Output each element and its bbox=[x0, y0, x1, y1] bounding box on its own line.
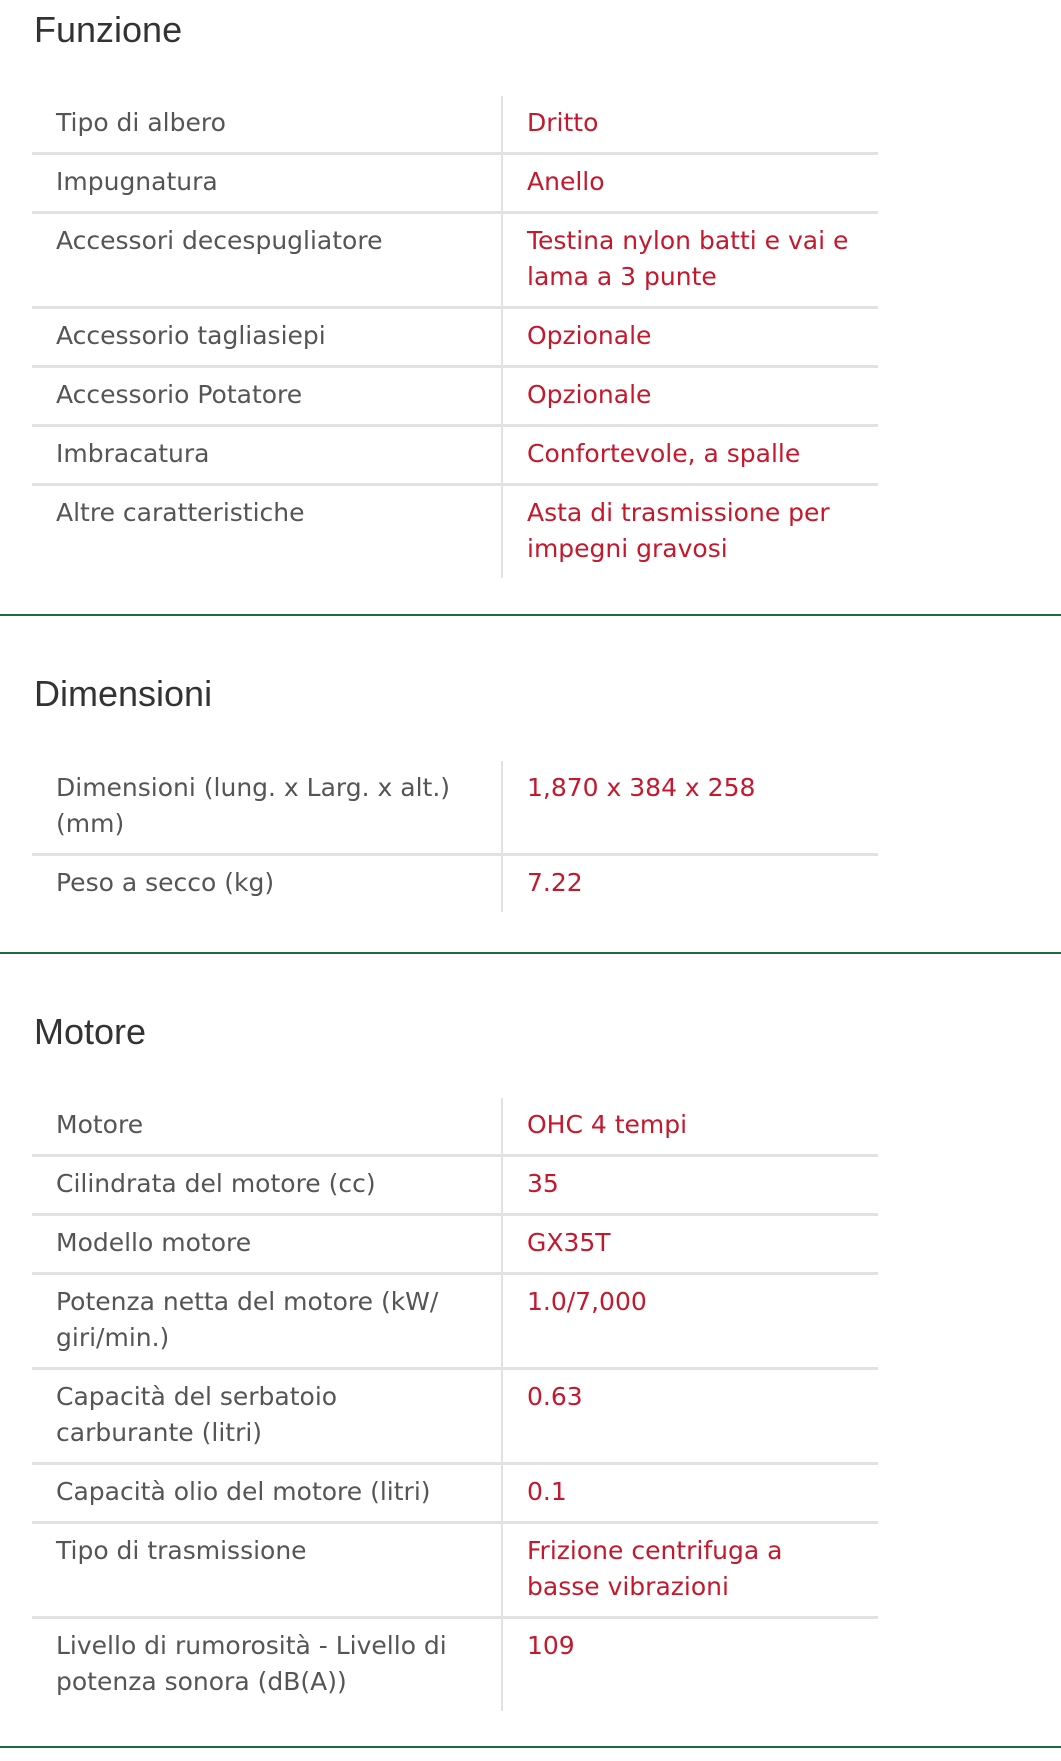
table-row bbox=[32, 855, 878, 913]
spec-label: Dimensioni (lung. x Larg. x alt.) (mm) bbox=[32, 761, 502, 855]
spec-label: Accessorio Potatore bbox=[32, 367, 502, 426]
table-row bbox=[32, 1098, 878, 1156]
section-divider bbox=[0, 952, 1061, 954]
spec-label: Capacità olio del motore (litri) bbox=[32, 1464, 502, 1523]
table-row bbox=[32, 1156, 878, 1215]
table-row bbox=[32, 426, 878, 485]
table-row bbox=[32, 213, 878, 308]
table-row bbox=[32, 1369, 878, 1464]
spec-table-funzione bbox=[32, 96, 878, 578]
table-row bbox=[32, 761, 878, 855]
spec-label: Accessorio tagliasiepi bbox=[32, 308, 502, 367]
spec-label: Tipo di albero bbox=[32, 96, 502, 154]
table-row bbox=[32, 1523, 878, 1618]
spec-value: 109 bbox=[527, 1631, 575, 1660]
spec-value: 7.22 bbox=[527, 868, 583, 897]
spec-label: Impugnatura bbox=[32, 154, 502, 213]
spec-label: Tipo di trasmissione bbox=[32, 1523, 502, 1618]
table-row bbox=[32, 1215, 878, 1274]
section-title-motore: Motore bbox=[34, 1011, 147, 1052]
spec-value: Confortevole, a spalle bbox=[502, 426, 878, 485]
table-row bbox=[32, 485, 878, 579]
spec-label: Modello motore bbox=[32, 1215, 502, 1274]
spec-label: Livello di rumorosità - Livello di potenza sonora (dB(A)) bbox=[32, 1618, 502, 1712]
table-row bbox=[32, 367, 878, 426]
spec-label: Cilindrata del motore (cc) bbox=[32, 1156, 502, 1215]
spec-value: Anello bbox=[502, 154, 878, 213]
spec-label: Motore bbox=[32, 1098, 502, 1156]
spec-label: Altre caratteristiche bbox=[32, 485, 502, 579]
spec-label: Peso a secco (kg) bbox=[32, 855, 502, 913]
spec-value: OHC 4 tempi bbox=[502, 1098, 878, 1156]
spec-value: 35 bbox=[502, 1156, 878, 1215]
spec-value: Dritto bbox=[502, 96, 878, 154]
spec-label: Capacità del serbatoio carburante (litri) bbox=[32, 1369, 502, 1464]
section-title-dimensioni: Dimensioni bbox=[34, 673, 213, 714]
table-row bbox=[32, 1618, 878, 1712]
table-row bbox=[32, 1274, 878, 1369]
spec-value: 0.63 bbox=[502, 1369, 878, 1464]
spec-table-dimensioni bbox=[32, 761, 878, 912]
table-row bbox=[32, 308, 878, 367]
section-divider bbox=[0, 1746, 1061, 1748]
table-row bbox=[32, 96, 878, 154]
spec-value: 1,870 x 384 x 258 bbox=[502, 761, 878, 855]
spec-value: Asta di trasmissione per impegni gravosi bbox=[527, 498, 830, 563]
table-row bbox=[32, 1464, 878, 1523]
spec-label: Accessori decespugliatore bbox=[32, 213, 502, 308]
spec-value: Testina nylon batti e vai e lama a 3 punte bbox=[502, 213, 878, 308]
spec-table-motore bbox=[32, 1098, 878, 1711]
spec-value: GX35T bbox=[502, 1215, 878, 1274]
spec-value: 1.0/7,000 bbox=[502, 1274, 878, 1369]
spec-value: Opzionale bbox=[502, 308, 878, 367]
spec-label: Imbracatura bbox=[32, 426, 502, 485]
spec-label: Potenza netta del motore (kW/ giri/min.) bbox=[32, 1274, 502, 1369]
spec-value: Opzionale bbox=[502, 367, 878, 426]
section-divider bbox=[0, 614, 1061, 616]
spec-value: 0.1 bbox=[502, 1464, 878, 1523]
table-row bbox=[32, 154, 878, 213]
spec-value: Frizione centrifuga a basse vibrazioni bbox=[502, 1523, 878, 1618]
section-title-funzione: Funzione bbox=[34, 9, 183, 50]
